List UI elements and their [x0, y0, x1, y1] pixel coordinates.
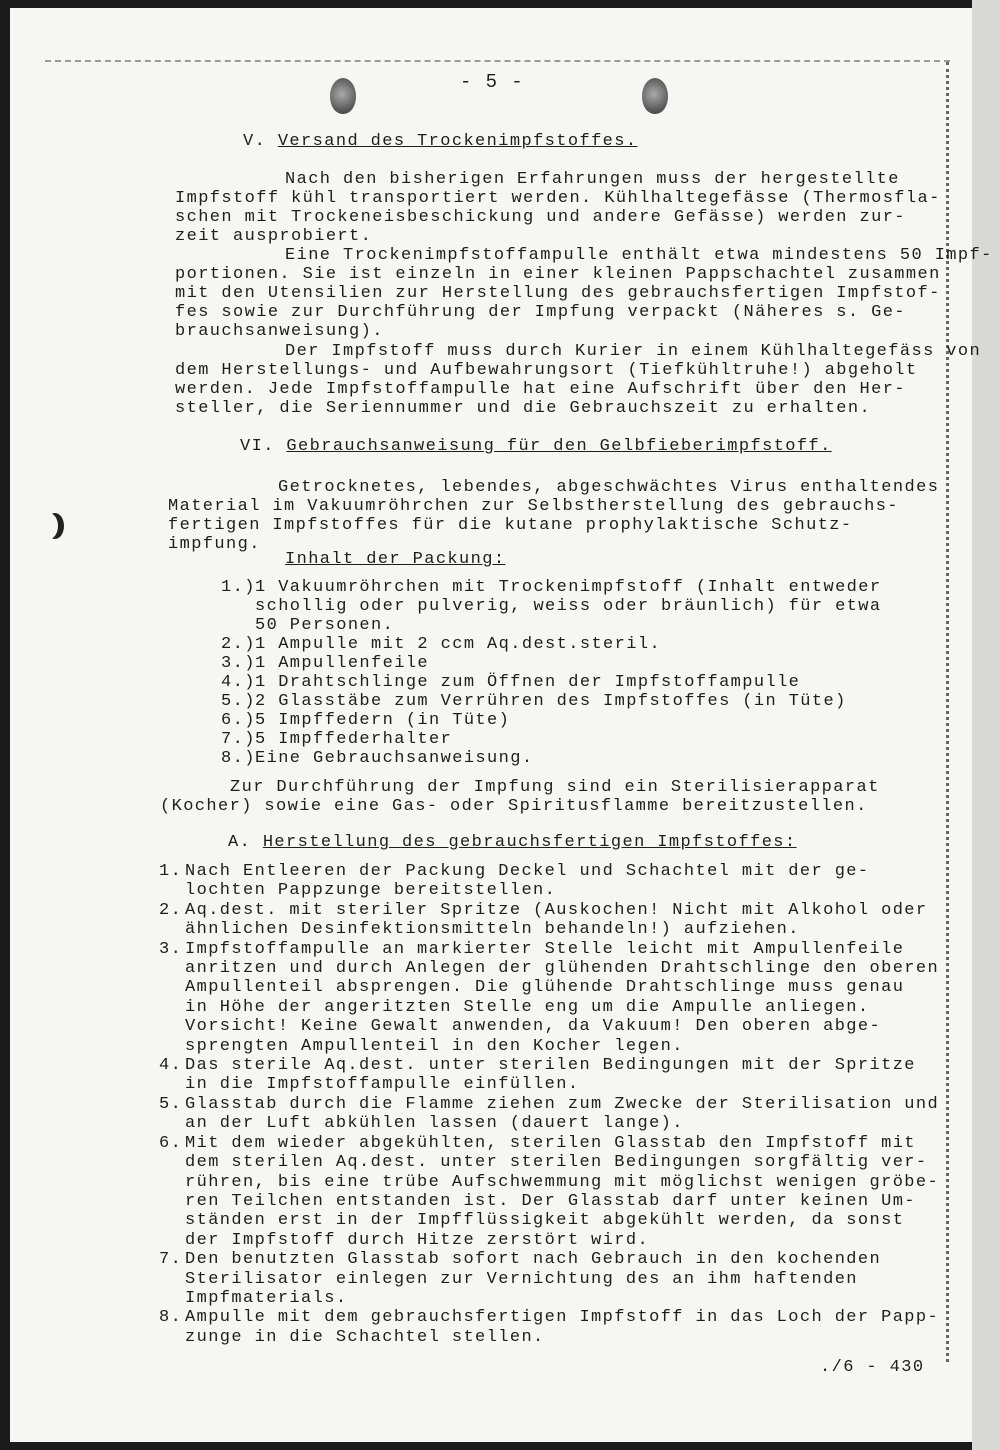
item-number: 8.)	[221, 749, 256, 768]
contents-heading: Inhalt der Packung:	[285, 550, 506, 569]
text-line: in Höhe der angeritzten Stelle eng um die Ampulle anliegen.	[185, 997, 870, 1017]
list-item	[221, 692, 882, 711]
text-line: Impfstoff kühl transportiert werden. Kühlhaltegefässe (Thermosfla-	[175, 189, 941, 208]
text-line: dem Herstellungs- und Aufbewahrungsort (Tiefkühltruhe!) abgeholt	[175, 361, 918, 380]
heading-number: V.	[243, 132, 267, 151]
paragraph	[175, 342, 981, 418]
page-number: - 5 -	[460, 71, 525, 93]
text-line: werden. Jede Impfstoffampulle hat eine Aufschrift über den Her-	[175, 380, 906, 399]
list-item	[221, 711, 882, 730]
list-item	[221, 673, 882, 692]
item-number: 3.	[159, 939, 183, 959]
top-rule	[45, 60, 950, 62]
text-line: Sterilisator einlegen zur Vernichtung des an ihm haftenden	[185, 1269, 858, 1289]
paragraph	[160, 778, 880, 816]
section-vi-heading	[240, 437, 832, 456]
item-number: 1.	[159, 862, 183, 881]
text-line: ren Teilchen entstanden ist. Der Glasstab darf unter keinen Um-	[185, 1191, 916, 1211]
text-line: Ampullenteil absprengen. Die glühende Drahtschlinge muss genau	[185, 978, 905, 998]
text-line: anritzen und durch Anlegen der glühenden Drahtschlinge den oberen	[185, 959, 940, 979]
text-line: Eine Trockenimpfstoffampulle enthält etwa mindestens 50 Impf-	[285, 246, 993, 265]
item-number: 2.	[159, 900, 183, 920]
preparation-steps	[159, 862, 940, 1347]
text-line: Getrocknetes, lebendes, abgeschwächtes Virus enthaltendes	[278, 478, 940, 497]
list-item	[221, 654, 882, 673]
continuation-note: ./6 - 430	[820, 1358, 925, 1377]
item-number: 4.)	[221, 673, 256, 692]
list-item	[159, 1094, 940, 1134]
text-line: 1 Vakuumröhrchen mit Trockenimpfstoff (Inhalt entweder	[255, 578, 882, 597]
list-item	[159, 1308, 940, 1347]
text-line: Glasstab durch die Flamme ziehen zum Zwecke der Sterilisation und	[185, 1094, 940, 1114]
list-item	[221, 749, 882, 768]
text-line: 5 Impffedern (in Tüte)	[255, 711, 511, 730]
binding-mark-icon	[40, 513, 58, 539]
text-line: der Impfstoff durch Hitze zerstört wird.	[185, 1230, 650, 1250]
scan-edge	[972, 0, 1000, 1450]
text-line: Aq.dest. mit steriler Spritze (Auskochen! Nicht mit Alkohol oder	[185, 900, 928, 920]
text-line: steller, die Seriennummer und die Gebrauchszeit zu erhalten.	[175, 399, 872, 418]
text-line: 1 Drahtschlinge zum Öffnen der Impfstoffampulle	[255, 673, 801, 692]
heading-number: A.	[228, 833, 252, 852]
paragraph	[175, 170, 941, 246]
paragraph	[168, 478, 939, 554]
text-line: Den benutzten Glasstab sofort nach Gebrauch in den kochenden	[185, 1250, 882, 1270]
text-line: in die Impfstoffampulle einfüllen.	[185, 1075, 580, 1095]
text-line: an der Luft abkühlen lassen (dauert lange).	[185, 1114, 684, 1134]
text-line: Nach den bisherigen Erfahrungen muss der hergestellte	[285, 170, 900, 189]
item-number: 6.)	[221, 711, 256, 730]
text-line: Zur Durchführung der Impfung sind ein Sterilisierapparat	[230, 778, 880, 797]
text-line: ständen erst in der Impfflüssigkeit abgekühlt werden, da sonst	[185, 1211, 905, 1231]
text-line: lochten Pappzunge bereitstellen.	[185, 881, 557, 901]
text-line: Ampulle mit dem gebrauchsfertigen Impfstoff in das Loch der Papp-	[185, 1308, 940, 1328]
text-line: Das sterile Aq.dest. unter sterilen Bedingungen mit der Spritze	[185, 1056, 916, 1076]
item-number: 8.	[159, 1308, 183, 1328]
section-v-heading	[243, 132, 637, 151]
text-line: ähnlichen Desinfektionsmitteln behandeln!) aufziehen.	[185, 920, 800, 940]
list-item	[221, 730, 882, 749]
list-item	[221, 578, 882, 635]
list-item	[159, 862, 939, 901]
text-line: 5 Impffederhalter	[255, 730, 453, 749]
text-line: 2 Glasstäbe zum Verrühren des Impfstoffes (in Tüte)	[255, 692, 847, 711]
text-line: fertigen Impfstoffes für die kutane prophylaktische Schutz-	[168, 516, 853, 535]
paragraph	[175, 246, 993, 341]
text-line: 50 Personen.	[255, 616, 395, 635]
text-line: zunge in die Schachtel stellen.	[185, 1327, 545, 1347]
text-line: zeit ausprobiert.	[175, 227, 373, 246]
heading-number: VI.	[240, 437, 275, 456]
text-line: Der Impfstoff muss durch Kurier in einem Kühlhaltegefäss von	[285, 342, 982, 361]
punch-hole-icon	[330, 78, 356, 114]
item-number: 1.)	[221, 578, 256, 597]
contents-list	[221, 578, 882, 768]
text-line: Mit dem wieder abgekühlten, sterilen Glasstab den Impfstoff mit	[185, 1133, 916, 1153]
text-line: (Kocher) sowie eine Gas- oder Spiritusflamme bereitzustellen.	[160, 797, 868, 816]
text-line: portionen. Sie ist einzeln in einer kleinen Pappschachtel zusammen	[175, 265, 941, 284]
text-line: Eine Gebrauchsanweisung.	[255, 749, 534, 768]
item-number: 5.)	[221, 692, 256, 711]
text-line: rühren, bis eine trübe Aufschwemmung mit möglichst wenigen gröbe-	[185, 1172, 940, 1192]
text-line: 1 Ampullenfeile	[255, 654, 430, 673]
text-line: dem sterilen Aq.dest. unter sterilen Bedingungen sorgfältig ver-	[185, 1153, 928, 1173]
heading-text: Herstellung des gebrauchsfertigen Impfstoffes:	[262, 833, 797, 852]
preparation-heading	[228, 833, 797, 852]
text-line: Material im Vakuumröhrchen zur Selbstherstellung des gebrauchs-	[168, 497, 899, 516]
item-number: 7.	[159, 1250, 183, 1270]
item-number: 5.	[159, 1094, 183, 1114]
text-line: 1 Ampulle mit 2 ccm Aq.dest.steril.	[255, 635, 662, 654]
list-item	[159, 1250, 939, 1308]
text-line: brauchsanweisung).	[175, 322, 384, 341]
text-line: Impfmaterials.	[185, 1288, 348, 1308]
heading-text: Gebrauchsanweisung für den Gelbfieberimpfstoff.	[286, 437, 832, 456]
text-line: impfung.	[168, 535, 261, 554]
text-line: Nach Entleeren der Packung Deckel und Schachtel mit der ge-	[185, 862, 870, 881]
list-item	[221, 635, 882, 654]
item-number: 6.	[159, 1133, 183, 1153]
item-number: 3.)	[221, 654, 256, 673]
text-line: Vorsicht! Keine Gewalt anwenden, da Vakuum! Den oberen abge-	[185, 1017, 882, 1037]
list-item	[159, 900, 939, 940]
text-line: Impfstoffampulle an markierter Stelle leicht mit Ampullenfeile	[185, 939, 905, 959]
text-line: fes sowie zur Durchführung der Impfung verpackt (Näheres s. Ge-	[175, 303, 906, 322]
text-line: schen mit Trockeneisbeschickung und andere Gefässe) werden zur-	[175, 208, 906, 227]
text-line: mit den Utensilien zur Herstellung des gebrauchsfertigen Impfstof-	[175, 284, 941, 303]
heading-text: Versand des Trockenimpfstoffes.	[277, 132, 638, 151]
text-line: scholli​g oder pulverig, weiss oder bräunlich) für etwa	[255, 597, 882, 616]
item-number: 2.)	[221, 635, 256, 654]
list-item	[159, 1133, 940, 1250]
item-number: 7.)	[221, 730, 256, 749]
list-item	[159, 1056, 939, 1095]
item-number: 4.	[159, 1056, 183, 1076]
punch-hole-icon	[642, 78, 668, 114]
list-item	[159, 939, 940, 1056]
text-line: sprengten Ampullenteil in den Kocher legen.	[185, 1036, 684, 1056]
